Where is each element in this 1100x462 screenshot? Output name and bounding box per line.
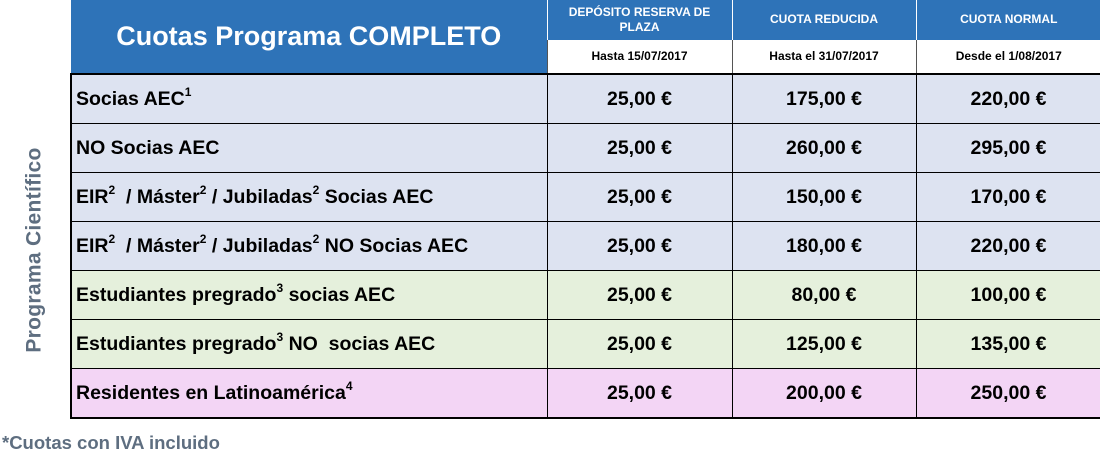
row-label-text: NO Socias AEC: [76, 136, 220, 159]
fee-value: 260,00 €: [732, 124, 916, 173]
row-label-text: Estudiantes pregrado: [76, 332, 277, 355]
row-label-text: / Máster: [115, 234, 200, 257]
fee-value: 25,00 €: [547, 271, 732, 320]
row-label-text: Estudiantes pregrado: [76, 283, 277, 306]
row-label: [71, 222, 547, 271]
fee-value: 25,00 €: [547, 320, 732, 369]
fee-value: 25,00 €: [547, 222, 732, 271]
row-label-text: Residentes en Latinoamérica: [76, 381, 346, 404]
footnote-ref: 1: [184, 84, 192, 99]
footnote-ref: 2: [312, 182, 320, 197]
row-label-text: Socias AEC: [319, 185, 434, 208]
row-label-text: EIR: [76, 185, 109, 208]
fee-value: 150,00 €: [732, 173, 916, 222]
footnote-ref: 2: [312, 231, 320, 246]
row-label-text: EIR: [76, 234, 109, 257]
row-label: [71, 320, 547, 369]
fee-value: 125,00 €: [732, 320, 916, 369]
fee-value: 200,00 €: [732, 369, 916, 419]
row-label-text: NO Socias AEC: [319, 234, 469, 257]
row-label: [71, 369, 547, 419]
column-header-reduced: CUOTA REDUCIDA: [732, 0, 916, 40]
row-label: [71, 74, 547, 124]
fee-value: 100,00 €: [916, 271, 1100, 320]
table-title: Cuotas Programa COMPLETO: [71, 0, 547, 74]
fee-value: 250,00 €: [916, 369, 1100, 419]
footnote-ref: 2: [199, 182, 207, 197]
footnote-ref: 2: [108, 182, 116, 197]
row-label: [71, 271, 547, 320]
table-row: [71, 222, 1100, 271]
row-label: [71, 124, 547, 173]
column-header-deposit: DEPÓSITO RESERVA DE PLAZA: [547, 0, 732, 40]
column-date-reduced: Hasta el 31/07/2017: [732, 40, 916, 74]
table-row: [71, 320, 1100, 369]
fee-value: 170,00 €: [916, 173, 1100, 222]
table-row: [71, 173, 1100, 222]
footnote-ref: 2: [199, 231, 207, 246]
column-header-normal: CUOTA NORMAL: [916, 0, 1100, 40]
fee-value: 180,00 €: [732, 222, 916, 271]
table-row: [71, 124, 1100, 173]
fee-value: 25,00 €: [547, 74, 732, 124]
row-label-text: NO socias AEC: [283, 332, 436, 355]
side-label-text: Programa Científico: [23, 147, 46, 353]
row-label-text: / Jubiladas: [206, 234, 313, 257]
row-label-text: / Máster: [115, 185, 200, 208]
table-row: [71, 74, 1100, 124]
fee-value: 175,00 €: [732, 74, 916, 124]
fee-value: 135,00 €: [916, 320, 1100, 369]
fees-table: [70, 0, 1100, 419]
fee-value: 295,00 €: [916, 124, 1100, 173]
fee-rows: [71, 74, 1100, 418]
table-row: [71, 369, 1100, 419]
fee-value: 25,00 €: [547, 369, 732, 419]
column-date-deposit: Hasta 15/07/2017: [547, 40, 732, 74]
fee-value: 25,00 €: [547, 124, 732, 173]
table-row: [71, 271, 1100, 320]
footnote: *Cuotas con IVA incluido: [2, 432, 220, 453]
side-label: [0, 74, 70, 426]
footnote-ref: 2: [108, 231, 116, 246]
row-label: [71, 173, 547, 222]
footnote-ref: 3: [276, 329, 284, 344]
column-date-normal: Desde el 1/08/2017: [916, 40, 1100, 74]
fee-value: 80,00 €: [732, 271, 916, 320]
footnote-ref: 4: [345, 378, 353, 393]
row-label-text: socias AEC: [283, 283, 396, 306]
footnote-ref: 3: [276, 280, 284, 295]
fee-value: 220,00 €: [916, 222, 1100, 271]
row-label-text: / Jubiladas: [206, 185, 313, 208]
row-label-text: Socias AEC: [76, 87, 185, 110]
fee-value: 25,00 €: [547, 173, 732, 222]
fee-value: 220,00 €: [916, 74, 1100, 124]
